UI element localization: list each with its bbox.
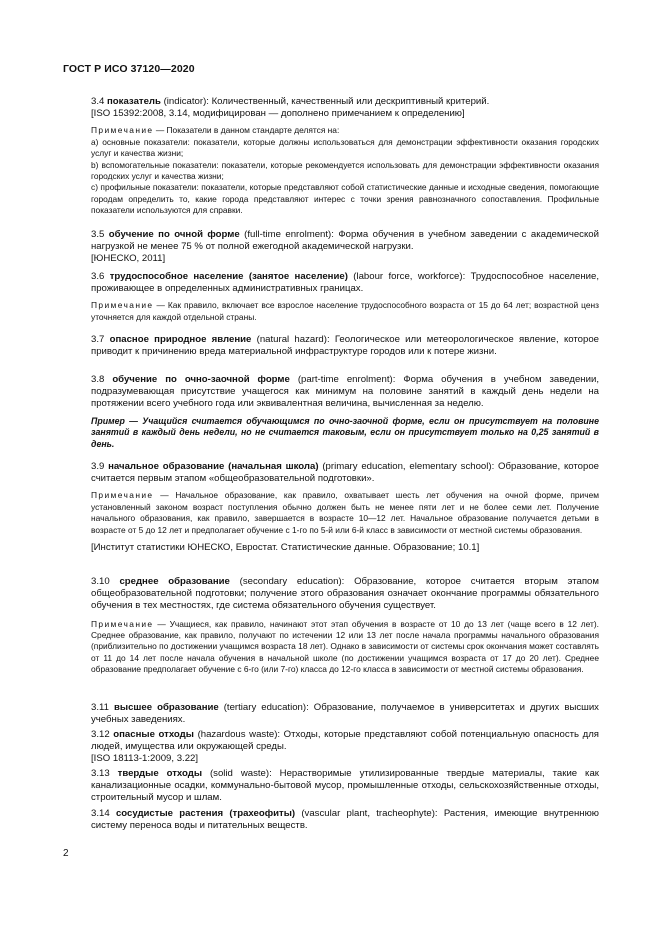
term-definition: 3.12 опасные отходы (hazardous waste): Отходы, которые представляют собой потенциальную опасность для людей, имущества или окружающей среды. xyxy=(91,729,599,753)
term-note: Примечание — Показатели в данном стандарте делятся на: xyxy=(91,125,340,136)
term-source: [ЮНЕСКО, 2011] xyxy=(91,253,166,265)
note-item-b: b) вспомогательные показатели: показатели, которые рекомендуется использовать для демонстрации эффективности оказания городских услуг и качества жизни; xyxy=(91,159,599,182)
document-header: ГОСТ Р ИСО 37120—2020 xyxy=(63,63,195,75)
term-note: Примечание — Учащиеся, как правило, начинают этот этап обучения в возрасте от 10 до 13 лет (чаще всего в 12 лет). Среднее образование, как правило, получают по истечении 12 или 13 лет после начала программы начального образования (приблизительно по достижении учащимся возраста 18 лет). Однако в зависимости от системы срок окончания может составлять от 11 до 14 лет после начала обучения в начальной школе (по достижении учащимся возраста от 17 до 20 лет). Среднее образование предполагает обучение с 6-го (или 7-го) класса до 12-го класса в зависимости от местной системы образования. xyxy=(91,618,600,675)
term-definition: 3.8 обучение по очно-заочной форме (part-time enrolment): Форма обучения в учебном заведении, подразумевающая присутствие учащегося как минимум на половине занятий в каждый день недели на протяжении всего учебного года или эквивалентная величина, вычисленная за неделю. xyxy=(91,374,599,410)
term-definition: 3.4 показатель (indicator): Количественный, качественный или дескриптивный критерий. xyxy=(91,96,490,107)
term-3-12 xyxy=(63,729,599,766)
term-note: Примечание — Начальное образование, как правило, охватывает шесть лет обучения на очной форме, причем установленный законом возраст поступления обычно должен быть не менее пяти лет и не более семи лет. Получение начального образования, как правило, завершается в возрасте 10—12 лет. Начальное образование получается детьми в возрасте от 5 до 12 лет и предполагает обучение с 1-го по 5-й или 6-й класс в зависимости от местной системы образования. xyxy=(91,490,599,535)
note-item-c: c) профильные показатели: показатели, которые представляют собой статистические данные и исходные сведения, помогающие городам определить то, какие города представляют интерес с точки зрения равнозначного сопоставления. Профильные показатели используются для справки. xyxy=(91,182,599,216)
term-source: [ISO 15392:2008, 3.14, модифицирован — дополнено примечанием к определению] xyxy=(91,108,465,120)
term-3-6 xyxy=(63,271,599,323)
term-definition: 3.9 начальное образование (начальная школа) (primary education, elementary school): Образование, которое считается первым этапом «общеобразовательной подготовки». xyxy=(91,461,600,485)
note-item-a: a) основные показатели: показатели, которые должны использоваться для демонстрации эффективности оказания городских услуг и качества жизни; xyxy=(91,136,599,159)
term-definition: 3.10 среднее образование (secondary education): Образование, которое считается вторым этапом общеобразовательной подготовки; получение этого образования означает окончание программы обязательного обучения в тех местностях, где система обязательного обучения существует. xyxy=(91,576,599,612)
term-definition: 3.7 опасное природное явление (natural hazard): Геологическое или метеорологическое явление, которое приводит к причинению вреда материальной инфраструктуре городов или к потере жизни. xyxy=(91,334,600,358)
term-definition: 3.11 высшее образование (tertiary education): Образование, получаемое в университетах и других высших учебных заведениях. xyxy=(91,702,599,726)
term-definition: 3.5 обучение по очной форме (full-time enrolment): Форма обучения в учебном заведении с академической нагрузкой не менее 75 % от полной ежегодной академической нагрузки. xyxy=(91,229,599,253)
term-title: обучение по очно-заочной форме xyxy=(112,374,290,385)
term-definition: 3.13 твердые отходы (solid waste): Нерастворимые утилизированные твердые материалы, такие как канализационные осадки, коммунально-бытовой мусор, промышленные отходы, сельскохозяйственные отходы, строительный мусор и шлам. xyxy=(91,768,599,804)
term-title: среднее образование xyxy=(119,576,230,587)
term-3-14 xyxy=(63,808,599,832)
term-note: Примечание — Как правило, включает все взрослое население трудоспособного возраста от 15 до 64 лет; возрастной ценз уточняется для каждой отдельной страны. xyxy=(91,300,600,322)
term-title: высшее образование xyxy=(113,702,219,713)
term-3-9 xyxy=(63,461,599,554)
term-3-7 xyxy=(63,334,599,358)
term-title: опасные отходы xyxy=(113,729,194,740)
term-title: твердые отходы xyxy=(117,768,203,779)
term-title: обучение по очной форме xyxy=(108,229,240,240)
term-3-11 xyxy=(63,702,599,726)
term-source: [Институт статистики ЮНЕСКО, Евростат. Статистические данные. Образование; 10.1] xyxy=(91,542,480,554)
term-title: показатель xyxy=(107,96,161,107)
term-definition: 3.6 трудоспособное население (занятое население) (labour force, workforce): Трудоспособное население, проживающее в определенных административных границах. xyxy=(91,271,599,295)
term-definition: 3.14 сосудистые растения (трахеофиты) (vascular plant, tracheophyte): Растения, имеющие внутреннюю систему переноса воды и питательных веществ. xyxy=(91,808,599,832)
term-3-10 xyxy=(63,576,599,676)
term-3-5 xyxy=(63,229,599,266)
term-title: сосудистые растения (трахеофиты) xyxy=(115,808,296,819)
term-title: опасное природное явление xyxy=(109,334,252,345)
page-number: 2 xyxy=(63,848,69,859)
term-3-8 xyxy=(63,374,599,450)
term-3-4 xyxy=(63,96,599,217)
term-title: трудоспособное население (занятое население) xyxy=(109,271,348,282)
term-title: начальное образование (начальная школа) xyxy=(108,461,319,472)
term-source: [ISO 18113-1:2009, 3.22] xyxy=(91,753,199,765)
term-3-13 xyxy=(63,768,599,805)
term-example: Пример — Учащийся считается обучающимся по очно-заочной форме, если он присутствует на половине занятий в каждый день недели, но не считается таковым, если он присутствует только на 0,25 занятий в день. xyxy=(91,415,599,449)
